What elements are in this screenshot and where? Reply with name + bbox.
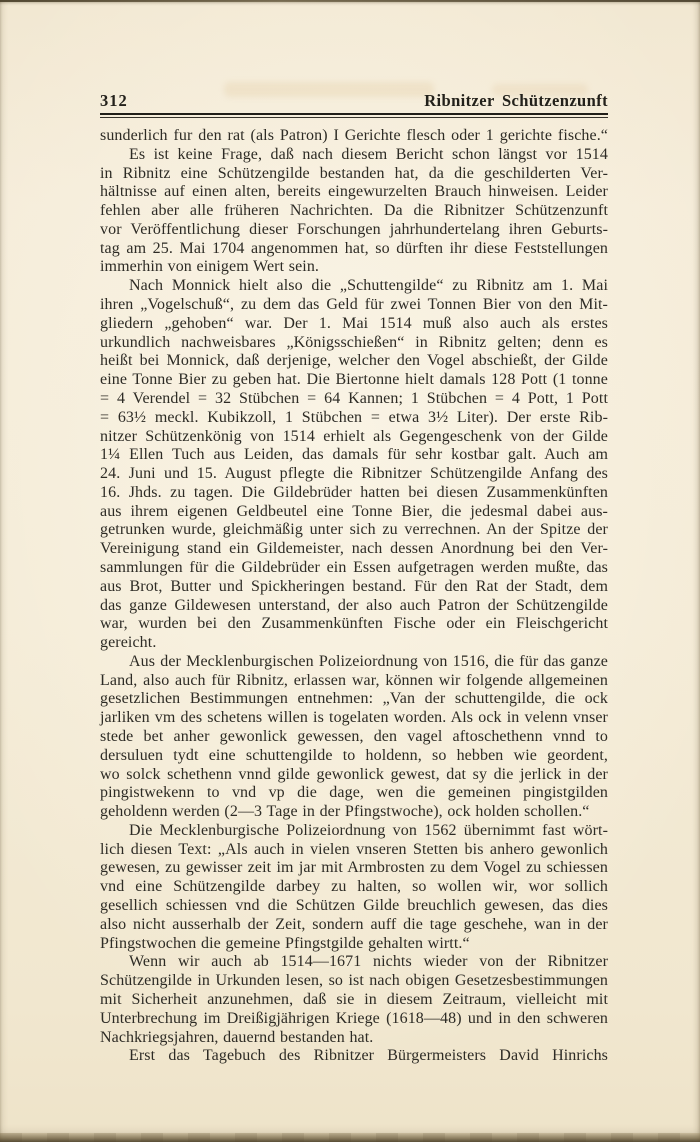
text-line: in Ribnitz eine Schützengilde bestanden hat, da die geschilderten Ver- xyxy=(100,164,608,182)
text-line: Aus der Mecklenburgischen Polizeiordnung von 1516, die für das ganze xyxy=(129,652,608,670)
text-line: Nachkriegsjahren, dauernd bestanden hat. xyxy=(100,1028,374,1046)
text-line: geholdenn werden (2—3 Tage in der Pfingstwoche), ock holden schollen.“ xyxy=(100,803,590,821)
text-line: heißt bei Monnick, daß derjenige, welcher den Vogel abschießt, der Gilde xyxy=(100,352,608,370)
text-line: gesetzlichen Bestimmungen entnehmen: „Van der schuttengilde, die ock xyxy=(100,690,608,708)
text-line: gesellich schiessen vnd die Schützen Gilde breuchlich gewesen, das dies xyxy=(100,897,608,915)
text-line: vnd eine Schützengilde darbey zu halten, so wollen wir, wor sollich xyxy=(100,878,608,896)
running-header xyxy=(100,92,608,110)
text-line: = 4 Verendel = 32 Stübchen = 64 Kannen; 1 Stübchen = 4 Pott, 1 Pott xyxy=(100,389,608,407)
text-line: Wenn wir auch ab 1514—1671 nichts wieder von der Ribnitzer xyxy=(129,953,608,971)
text-line: war, wurden bei den Zusammenkünften Fische oder ein Fleischgericht xyxy=(100,615,608,633)
text-line: Es ist keine Frage, daß nach diesem Bericht schon längst vor 1514 xyxy=(129,145,608,163)
text-line: eine Tonne Bier zu geben hat. Die Biertonne hielt damals 128 Pott (1 tonne xyxy=(100,371,608,389)
text-line: vor Veröffentlichung dieser Forschungen jahrhundertelang ihren Geburts- xyxy=(100,220,608,238)
text-line: also nicht ausserhalb der Zeit, sondern auff die tage geschehe, wan in der xyxy=(100,915,608,933)
page-number: 312 xyxy=(100,91,128,110)
text-line: stede bet anher gewonlick gewessen, den vagel aftoschethenn vnnd to xyxy=(100,728,608,745)
text-line: Unterbrechung im Dreißigjährigen Kriege (1618—48) und in den schweren xyxy=(100,1009,608,1027)
text-line: 1¼ Ellen Tuch aus Leiden, das damals für sehr kostbar galt. Auch am xyxy=(100,446,608,464)
text-line: wo solck schethenn vnnd gilde gewonlick gewest, dat sy die jerlick in der xyxy=(100,765,608,783)
text-line: gewesen, zu gewisser zeit im jar mit Armbrosten zu dem Vogel zu schiessen xyxy=(100,859,608,877)
text-line: gliedern „gehoben“ war. Der 1. Mai 1514 muß also auch als erstes xyxy=(100,314,608,332)
text-line: das ganze Gildewesen unterstand, der also auch Patron der Schützengilde xyxy=(100,596,608,614)
text-line: = 63½ meckl. Kubikzoll, 1 Stübchen = etwa 3½ Liter). Der erste Rib- xyxy=(100,408,608,426)
text-line: getrunken wurde, gleichmäßig unter sich zu verrechnen. An der Spitze der xyxy=(100,521,608,539)
text-line: Erst das Tagebuch des Ribnitzer Bürgermeisters David Hinrichs xyxy=(129,1047,608,1065)
running-title: Ribnitzer Schützenzunft xyxy=(424,91,608,110)
text-line: lich diesen Text: „Als auch in vielen vnseren Stetten bis anhero gewonlich xyxy=(100,840,608,858)
text-line: sunderlich fur den rat (als Patron) I Gerichte flesch oder 1 gerichte fische.“ xyxy=(100,127,608,144)
text-line: jarliken vm des schetens willen is togelaten worden. Als ock in velenn vnser xyxy=(100,709,608,727)
text-line: 16. Jhds. zu tagen. Die Gildebrüder hatten bei diesen Zusammenkünften xyxy=(100,483,608,501)
text-line: ihren „Vogelschuß“, zu dem das Geld für zwei Tonnen Bier von den Mit- xyxy=(100,296,608,314)
text-line: Vereinigung stand ein Gildemeister, nach dessen Anordnung bei den Ver- xyxy=(100,540,608,558)
body-text xyxy=(100,127,608,1066)
text-line: mit Sicherheit anzunehmen, daß sie in diesem Zeitraum, vielleicht mit xyxy=(100,990,608,1008)
text-line: dersuluen tydt eine schuttengilde to holdenn, so hebben wie geordent, xyxy=(100,746,608,764)
text-line: Nach Monnick hielt also die „Schuttengilde“ zu Ribnitz am 1. Mai xyxy=(129,277,608,295)
text-line: aus ihrem eigenen Geldbeutel eine Tonne Bier, die jedesmal dabei aus- xyxy=(100,502,608,520)
text-line: Die Mecklenburgische Polizeiordnung von 1562 übernimmt fast wört- xyxy=(129,821,608,839)
text-line: 24. Juni und 15. August pflegte die Ribnitzer Schützengilde Anfang des xyxy=(100,465,608,483)
text-line: aus Brot, Butter und Spickheringen bestand. Für den Rat der Stadt, dem xyxy=(100,577,608,595)
text-line: pingistwekenn to vnd vp die dage, wen die gemeinen pingistgilden xyxy=(100,784,608,802)
header-double-rule xyxy=(100,113,608,118)
text-line: urkundlich nachweisbares „Königsschießen“ in Ribnitz gelten; denn es xyxy=(100,333,608,351)
text-column xyxy=(100,0,608,1066)
scan-edge-top xyxy=(0,0,700,2)
text-line: sammlungen für die Gildebrüder ein Essen aufgetragen werden mußte, das xyxy=(100,558,608,576)
text-line: tag am 25. Mai 1704 angenommen hat, so dürften ihr diese Feststellungen xyxy=(100,239,608,257)
text-line: Pfingstwochen die gemeine Pfingstgilde gehalten wirtt.“ xyxy=(100,934,470,952)
text-line: hältnisse auf einen alten, bereits eingewurzelten Brauch hinweisen. Leider xyxy=(100,183,608,201)
text-line: nitzer Schützenkönig von 1514 erhielt als Gegengeschenk von der Gilde xyxy=(100,427,608,445)
text-line: gereicht. xyxy=(100,634,157,652)
text-line: Schützengilde in Urkunden lesen, so ist nach obigen Gesetzesbestimmungen xyxy=(100,972,608,990)
text-line: fehlen aber alle früheren Nachrichten. Da die Ribnitzer Schützenzunft xyxy=(100,202,608,220)
scan-edge-bottom xyxy=(0,1133,700,1142)
text-line: immerhin von einigem Wert sein. xyxy=(100,258,320,276)
text-line: Land, also auch für Ribnitz, erlassen war, können wir folgende allgemeinen xyxy=(100,671,608,689)
